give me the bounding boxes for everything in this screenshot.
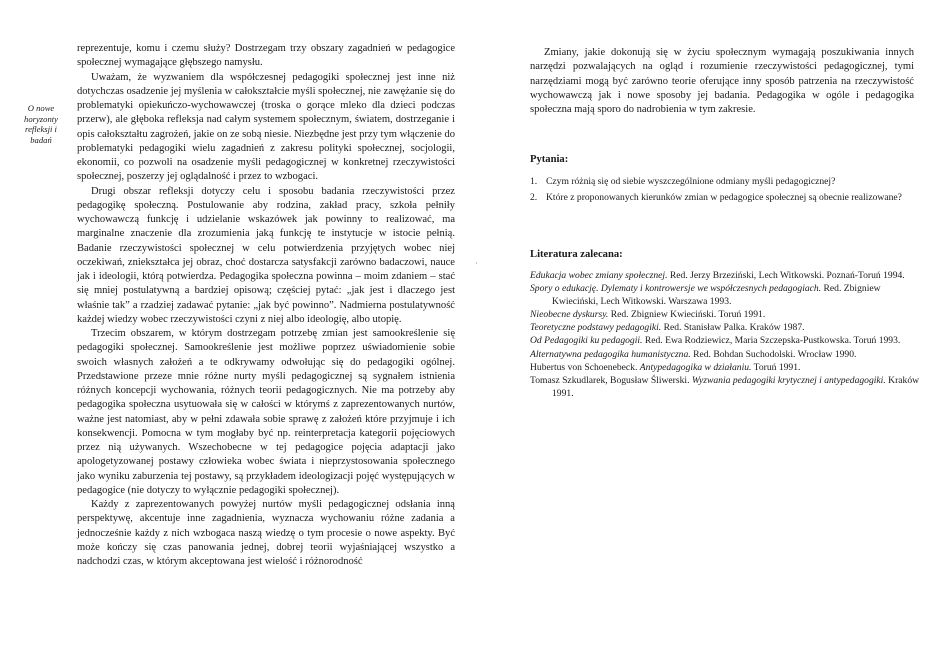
literature-item (530, 349, 922, 362)
literature-item (530, 375, 922, 400)
left-page-body (77, 42, 455, 569)
literature-title: Alternatywna pedagogika humanistyczna. (530, 348, 691, 360)
literature-item (530, 322, 922, 335)
literature-author: Hubertus von Schoenebeck. (530, 361, 640, 373)
closing-paragraph: Zmiany, jakie dokonują się w życiu społecznym wymagają poszukiwania innych narzędzi pozwalających na ogląd i rozumienie rzeczywistości pedagogicznej, tymi narzędziami mogą być zarówno teorie oferujące inny sposób patrzenia na rzeczywistość wychowawczą jak i nowe sposoby jej badania. Pedagogika w ogóle i pedagogika społeczna mają sporo do nadrobienia w tym zakresie. (530, 47, 914, 115)
right-page (478, 0, 947, 670)
literature-item (530, 270, 922, 283)
literature-details: Kraków 1991. (552, 374, 920, 399)
literature-title: Spory o edukację. Dylematy i kontrowersje we współczesnych pedagogiach. (530, 283, 822, 295)
paragraph-4: Trzecim obszarem, w którym dostrzegam potrzebę zmian jest samookreślenie się pedagogiki społecznej. Samookreślenie jest możliwe poprzez uświadomienie sobie swoich własnych założeń a te odkrywamy odwołując się do pedagogiki ogólnej. Przedstawione przeze mnie różne nurty myśli pedagogicznej są sygnałem istnienia różnych koncepcji wychowania, różnych teorii pedagogicznych. Nie ma potrzeby aby pedagogika społeczna usytuowała się w całości w którymś z zaprezentowanych nurtów, ważne jest natomiast, aby w pełni zdawała sobie sprawę z założeń które przyjmuje i ich konsekwencji. Pomocna w tym mogłaby być np. reinterpretacja kategorii pojęciowych przez nią używanych. Wszechobecne w tej pedagogice pojęcia adaptacji jako apologetyzowanej postawy człowieka wobec świata i nieprzystosowania społecznego jako wyniku zaburzenia tej postawy, są przykładem ideologizacji pojęć występujących w pedagogice (nie dotyczy to wyłącznie pedagogiki społecznej). (77, 328, 455, 496)
literature-title: Nieobecne dyskursy. (530, 308, 609, 320)
literature-details: Red. Bohdan Suchodolski. Wrocław 1990. (690, 348, 857, 360)
literature-details: Red. Zbigniew Kwieciński, Lech Witkowski. Warszawa 1993. (552, 283, 881, 307)
paragraph-5: Każdy z zaprezentowanych powyżej nurtów myśli pedagogicznej odsłania inną perspektywę, akcentuje inne zagadnienia, wyznacza wychowaniu różne zadania a jednocześnie każdy z nich wzbogaca naszą wiedzę o tym procesie o nowe aspekty. Być może kończy się czas panowania jednej, dobrej teorii wyjaśniającej wszystko a nadchodzi czas, w którym akceptowana jest wielość i różnorodność (77, 499, 455, 567)
question-number: 2. (530, 191, 538, 203)
literature-author: Tomasz Szkudlarek, Bogusław Śliwerski. (530, 374, 692, 386)
literature-item (530, 309, 922, 322)
questions-heading: Pytania: (530, 154, 569, 165)
paragraph-1: reprezentuje, komu i czemu służy? Dostrzegam trzy obszary zagadnień w pedagogice społecznej wymagające głębszego namysłu. (77, 43, 455, 69)
literature-title: Teoretyczne podstawy pedagogiki. (530, 322, 662, 334)
questions-list (530, 176, 920, 207)
question-item (530, 176, 920, 189)
literature-item (530, 335, 922, 348)
question-text: Które z proponowanych kierunków zmian w pedagogice społecznej są obecnie realizowane? (546, 191, 902, 203)
paragraph-2: Uważam, że wyzwaniem dla współczesnej pedagogiki społecznej jest inne niż dotychczas osadzenie jej myślenia w całokształcie myśli społecznej, nie zawężanie się do problematyki opiekuńczo-wychowawczej (troska o gorące mleko dla dzieci podczas przerw), ale głęboka refleksja nad całym systemem społecznym, światem, dostrzeganie i opis całokształtu zagrożeń, jakie on ze sobą niesie. Niezbędne jest przy tym włączenie do problematyki pedagogiki wielu zagadnień z zakresu polityki społecznej, socjologii, ekonomii, co pozwoli na osadzenie myśli pedagogicznej w konkretnej rzeczywistości społecznej, poszerzy jej oglądalność i przez to wzbogaci. (77, 71, 455, 183)
literature-title: Od Pedagogiki ku pedagogii. (530, 335, 643, 347)
question-item (530, 192, 920, 205)
literature-title: Edukacja wobec zmiany społecznej. (530, 270, 668, 281)
question-number: 1. (530, 176, 538, 187)
question-text: Czym różnią się od siebie wyszczególnione odmiany myśli pedagogicznej? (546, 176, 836, 187)
literature-details: Red. Zbigniew Kwieciński. Toruń 1991. (608, 308, 766, 320)
paragraph-3: Drugi obszar refleksji dotyczy celu i sposobu badania rzeczywistości przez pedagogikę społeczną. Postulowanie aby rodzina, zakład pracy, szkoła pełniły wychowawczą funkcję i udzielanie wskazówek jak powinny to realizować, ma marginalne znaczenie dla zrozumienia jaką funkcję te instytucje w istocie pełnią. Badanie rzeczywistości społecznej w celu potwierdzenia przyjętych wobec niej oczekiwań, zniekształca jej obraz, choć dostarcza satysfakcji zarówno badaczowi, nauce jak i ideologii, którą potwierdza. Pedagogika społeczna powinna – moim zdaniem – stać się mniej postulatywną a bardziej opisową; częściej pytać: „jak jest i dlaczego jest właśnie tak” a rzadziej zadawać pytanie: „jak być powinno”. Nadmierna postulatywność każdej wiedzy wobec rzeczywistości czyni z niej albo ideologię, albo utopię. (77, 185, 455, 325)
left-page (0, 0, 470, 670)
literature-heading: Literatura zalecana: (530, 249, 623, 260)
literature-title: Wyzwania pedagogiki krytycznej i antypedagogiki. (691, 374, 886, 386)
literature-details: Red. Ewa Rodziewicz, Maria Szczepska-Pustkowska. Toruń 1993. (642, 335, 901, 347)
literature-title: Antypedagogika w działaniu. (639, 361, 752, 373)
margin-note: O nowe horyzonty refleksji i badań (24, 103, 58, 145)
literature-item (530, 283, 922, 308)
literature-details: Red. Stanisław Palka. Kraków 1987. (661, 322, 805, 334)
literature-details: Toruń 1991. (751, 361, 801, 373)
literature-details: Red. Jerzy Brzeziński, Lech Witkowski. Poznań-Toruń 1994. (667, 270, 905, 281)
literature-item (530, 362, 922, 375)
literature-list (530, 270, 922, 401)
gutter-mark: · (475, 259, 478, 268)
